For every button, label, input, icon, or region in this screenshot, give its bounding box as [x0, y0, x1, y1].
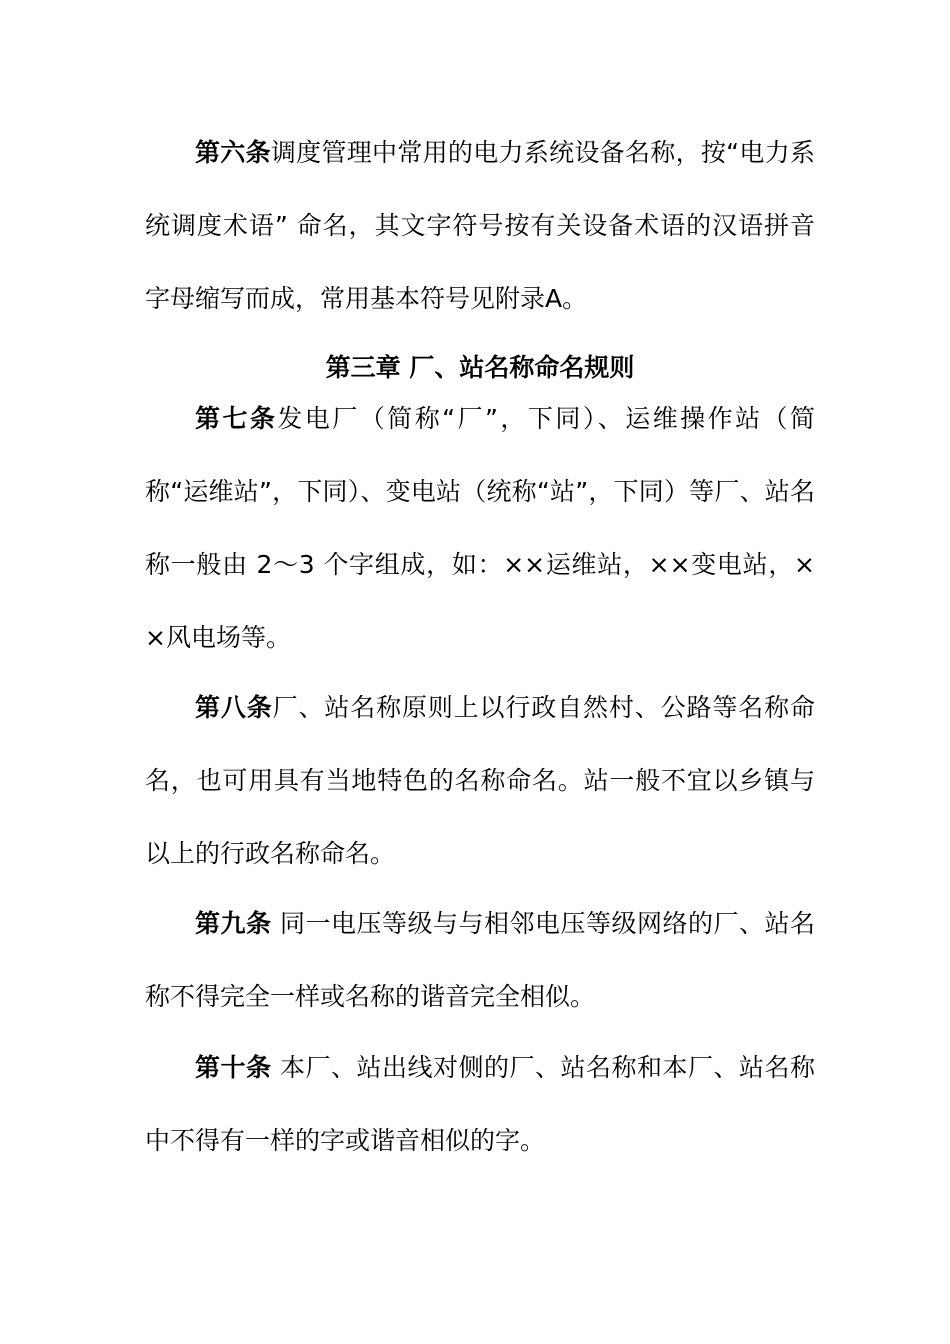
article-10-text: 本厂、站出线对侧的厂、站名称和本厂、站名称中不得有一样的字或谐音相似的字。 — [145, 1053, 815, 1155]
article-7 — [145, 382, 815, 674]
article-6 — [145, 116, 815, 335]
article-6-text: 调度管理中常用的电力系统设备名称，按“电力系统调度术语” 命名，其文字符号按有关设备术语的汉语拼音字母缩写而成，常用基本符号见附录A。 — [145, 138, 815, 313]
chapter-title: 第三章 厂、站名称命名规则 — [325, 353, 635, 382]
article-6-heading: 第六条 — [195, 138, 271, 167]
article-8-heading: 第八条 — [195, 693, 273, 722]
article-7-text: 发电厂（简称“厂”，下同）、运维操作站（简称“运维站”，下同）、变电站（统称“站”，下同）等厂、站名称一般由 2～3 个字组成，如：××运维站，××变电站，××风电场等。 — [145, 404, 815, 652]
article-10-heading: 第十条 — [195, 1053, 272, 1082]
article-8 — [145, 671, 815, 890]
article-9 — [145, 887, 815, 1033]
article-7-heading: 第七条 — [195, 404, 278, 433]
article-9-heading: 第九条 — [195, 909, 272, 938]
article-10 — [145, 1031, 815, 1177]
article-9-text: 同一电压等级与与相邻电压等级网络的厂、站名称不得完全一样或名称的谐音完全相似。 — [145, 909, 815, 1011]
article-8-text: 厂、站名称原则上以行政自然村、公路等名称命名，也可用具有当地特色的名称命名。站一般不宜以乡镇与以上的行政名称命名。 — [145, 693, 815, 868]
